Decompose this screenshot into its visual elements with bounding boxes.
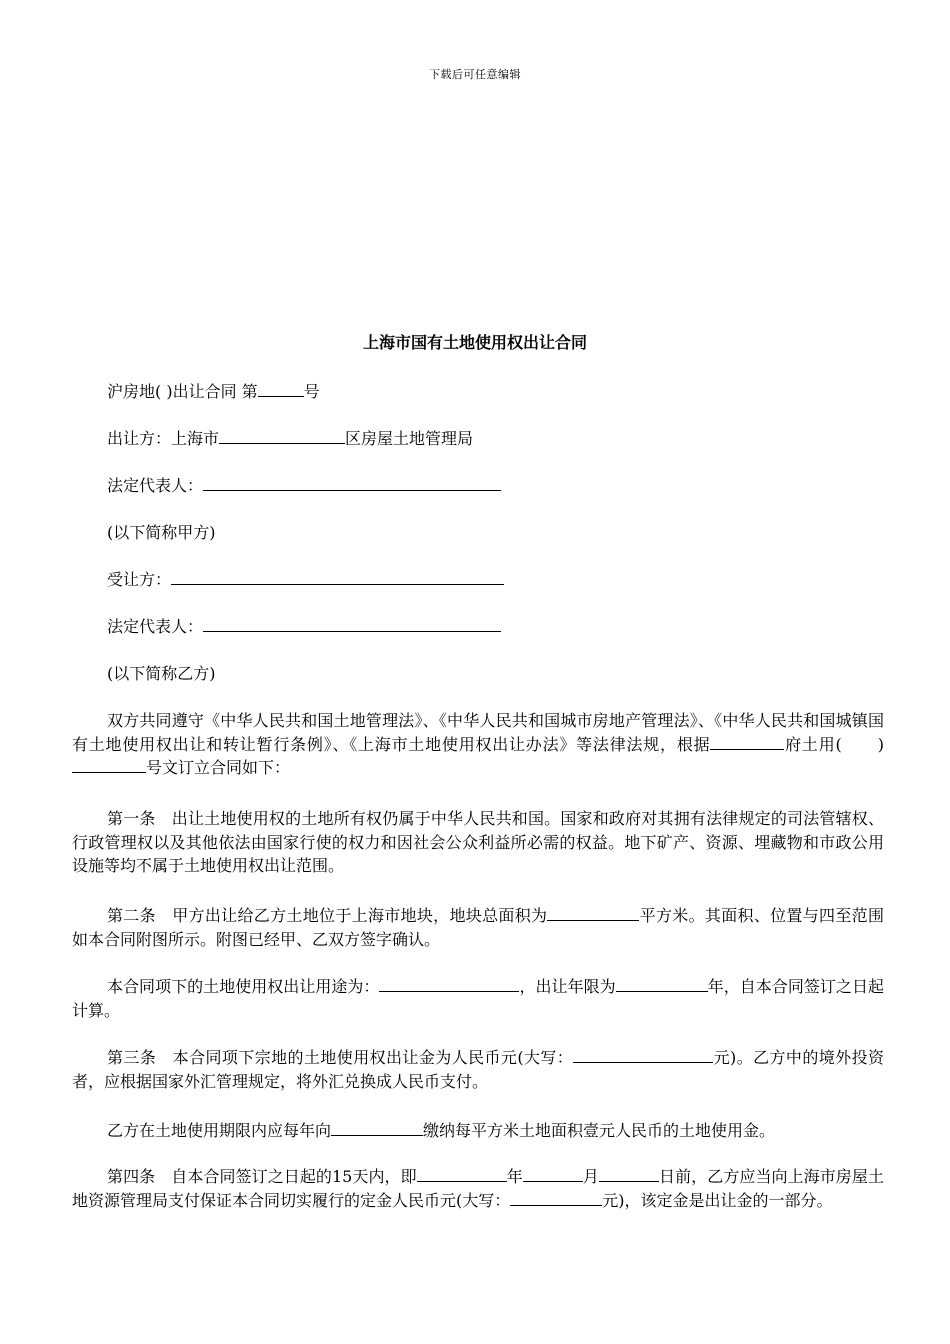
preamble-text-2: 府土用(	[784, 734, 842, 754]
deposit-year-blank	[417, 1167, 507, 1182]
grantor-rep-label: 法定代表人：	[107, 476, 204, 495]
usage-purpose-blank	[379, 977, 519, 992]
document-title: 上海市国有土地使用权出让合同	[362, 333, 587, 352]
contract-number-suffix: 号	[303, 382, 320, 401]
grantee-label: 受让方：	[107, 570, 172, 589]
article-4-text-4: 日前，乙方应当向上海市房屋土地资源管理局支付保证本合同切实履行的定金人民币元(大写：	[72, 1167, 884, 1210]
article-4-paragraph	[72, 1165, 884, 1212]
article-2-text-2: 平方米。其面积、位置与四至范围如本合同附图所示。附图已经甲、乙双方签字确认。	[72, 906, 884, 949]
article-4-text-3: 月	[582, 1167, 599, 1186]
grantor-rep-blank	[203, 476, 501, 491]
article-1-paragraph: 第一条 出让土地使用权的土地所有权仍属于中华人民共和国。国家和政府对其拥有法律规定的司法管辖权、行政管理权以及其他依法由国家行使的权力和因社会公众利益所必需的权益。地下矿产、资源、埋藏物和市政公用设施等均不属于土地使用权出让范围。	[72, 809, 884, 875]
preamble-gap	[842, 736, 878, 750]
article-2-text-1: 第二条 甲方出让给乙方土地位于上海市地块，地块总面积为	[107, 906, 548, 925]
deposit-amount-blank	[510, 1191, 602, 1206]
article-4-text-1: 第四条 自本合同签订之日起的15天内，即	[107, 1167, 417, 1186]
grantor-suffix: 区房屋土地管理局	[345, 429, 474, 448]
grantee-rep-blank	[203, 617, 501, 632]
article-4-text-5: 元)，该定金是出让金的一部分。	[602, 1190, 833, 1210]
usage-text-2: ，出让年限为	[519, 977, 616, 996]
land-fee-text-1: 乙方在土地使用期限内应每年向	[107, 1121, 332, 1140]
grantee-alias: (以下简称乙方)	[107, 664, 216, 683]
grantor-rep-line	[107, 473, 501, 496]
grantor-prefix: 出让方：上海市	[107, 429, 220, 448]
article-3-paragraph	[72, 1046, 884, 1093]
grantor-alias: (以下简称甲方)	[107, 523, 216, 542]
article-4-text-2: 年	[506, 1167, 523, 1186]
grantee-line	[107, 567, 504, 590]
preamble-paragraph	[72, 709, 884, 780]
usage-paragraph	[72, 975, 884, 1022]
usage-text-3: 年，自本合同签订之日起计算。	[72, 977, 884, 1020]
header-note: 下载后可任意编辑	[429, 68, 521, 81]
land-fee-paragraph	[72, 1119, 884, 1143]
land-fee-text-2: 缴纳每平方米土地面积壹元人民币的土地使用金。	[423, 1121, 776, 1140]
land-fee-payee-blank	[331, 1121, 423, 1136]
contract-number-line	[107, 379, 320, 402]
premium-amount-blank	[573, 1048, 713, 1063]
deposit-day-blank	[599, 1167, 659, 1182]
grantee-rep-label: 法定代表人：	[107, 617, 204, 636]
preamble-text-1: 双方共同遵守《中华人民共和国土地管理法》、《中华人民共和国城市房地产管理法》、《中华人民共和国城镇国有土地使用权出让和转让暂行条例》、《上海市土地使用权出让办法》等法律法规，根据	[72, 711, 884, 754]
preamble-blank-1	[710, 735, 784, 750]
article-3-text-2: 元)。乙方中的境外投资者，应根据国家外汇管理规定，将外汇兑换成人民币支付。	[72, 1048, 884, 1091]
preamble-text-3: )	[877, 734, 884, 754]
article-3-text-1: 第三条 本合同项下宗地的土地使用权出让金为人民币元(大写：	[107, 1048, 574, 1067]
contract-number-prefix: 沪房地( )出让合同 第	[107, 382, 258, 401]
usage-text-1: 本合同项下的土地使用权出让用途为：	[107, 977, 380, 996]
deposit-month-blank	[523, 1167, 583, 1182]
usage-years-blank	[616, 977, 708, 992]
preamble-blank-2	[72, 758, 146, 773]
grantor-district-blank	[219, 429, 345, 444]
grantee-rep-line	[107, 614, 501, 637]
grantee-blank	[171, 570, 504, 585]
contract-number-blank	[258, 382, 304, 397]
article-2-paragraph	[72, 904, 884, 951]
preamble-text-4: 号文订立合同如下：	[146, 758, 291, 777]
grantor-line	[107, 426, 473, 449]
land-area-blank	[547, 906, 639, 921]
